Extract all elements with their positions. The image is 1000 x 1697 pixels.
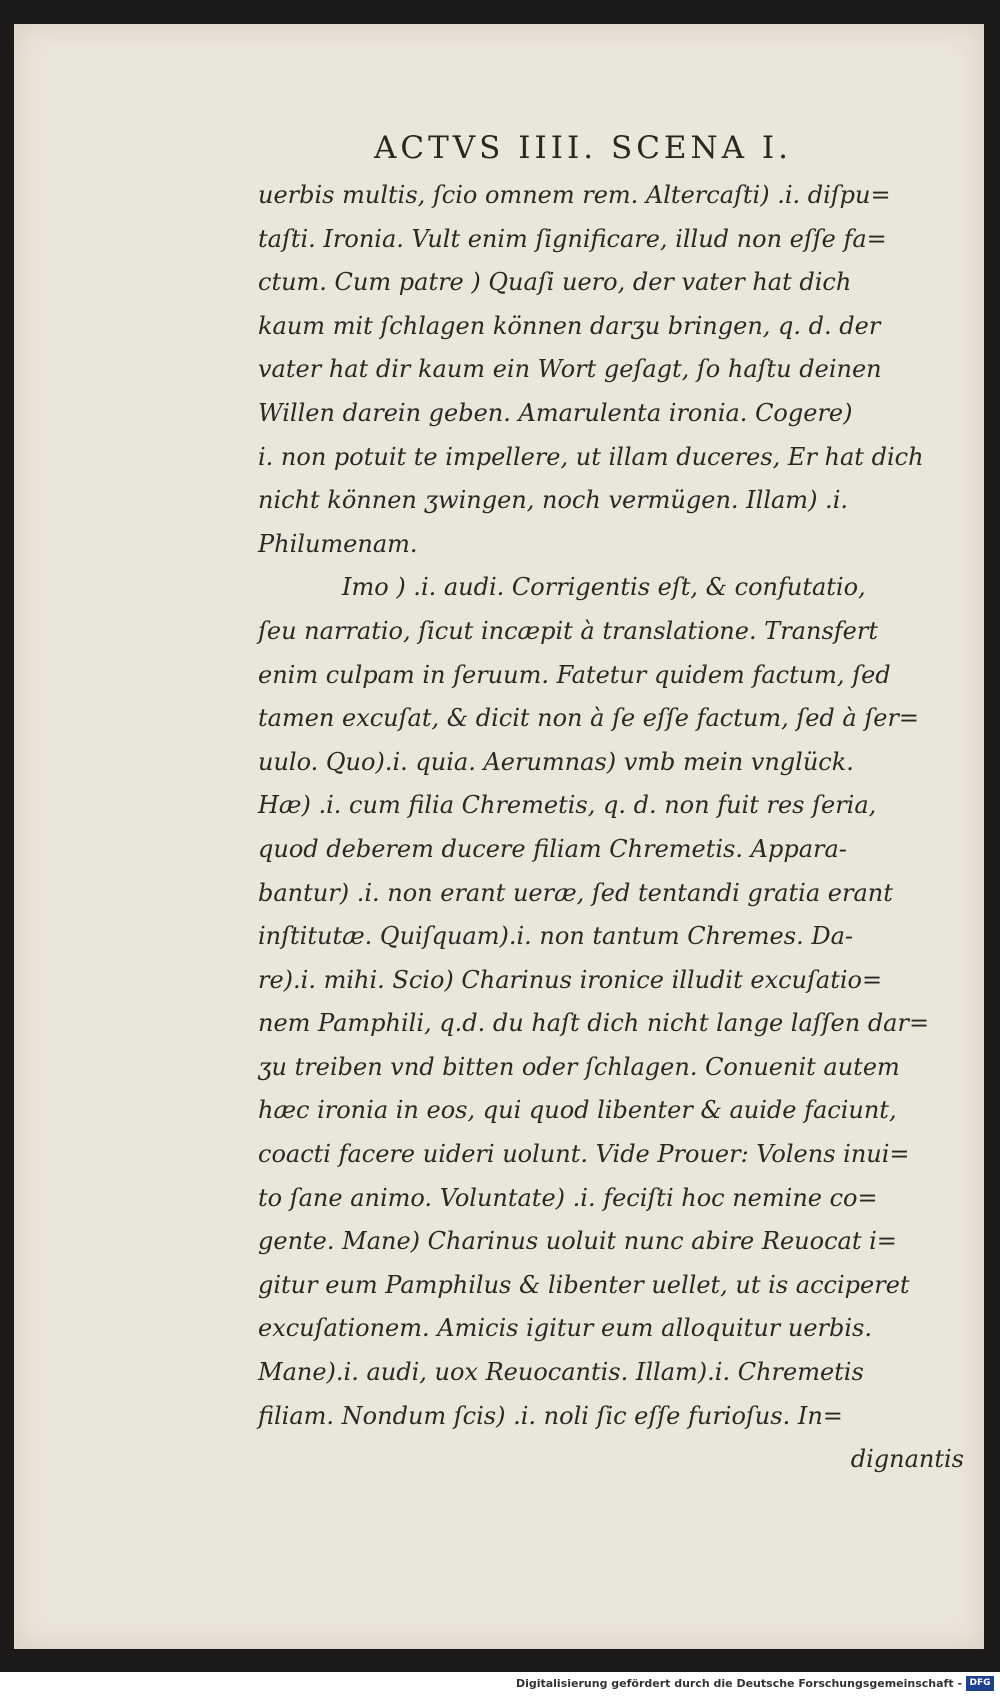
text-line: filiam. Nondum ſcis) .i. noli ſic eſſe furioſus. In= [258,1401,843,1430]
text-line: Mane).i. audi, uox Reuocantis. Illam).i. Chremetis [258,1358,864,1387]
paragraph-start-line: Imo ) .i. audi. Corrigentis eſt, & confutatio, [342,573,866,602]
text-line: kaum mit ſchlagen können darʒu bringen, q. d. der [258,311,881,340]
running-head: ACTVS IIII. SCENA I. [374,130,793,166]
text-line: quod deberem ducere filiam Chremetis. Appara- [258,834,847,863]
text-line: gente. Mane) Charinus uoluit nunc abire Reuocat i= [258,1227,897,1256]
text-line: vater hat dir kaum ein Wort geſagt, ſo haſtu deinen [258,355,882,384]
text-line: hæc ironia in eos, qui quod libenter & auide faciunt, [258,1096,897,1125]
catchword: dignantis [850,1445,964,1474]
dfg-logo-icon: DFG [966,1676,994,1691]
text-line: to ſane animo. Voluntate) .i. feciſti hoc nemine co= [258,1183,878,1212]
funding-credit: Digitalisierung gefördert durch die Deutsche Forschungsgemeinschaft - [515,1677,962,1690]
commentary-text [258,174,964,1482]
text-line: Hæ) .i. cum filia Chremetis, q. d. non fuit res ſeria, [258,791,877,820]
text-line: Philumenam. [258,529,418,558]
footer-bar [0,1672,1000,1697]
text-line: inſtitutæ. Quiſquam).i. non tantum Chremes. Da- [258,922,853,951]
text-line: gitur eum Pamphilus & libenter uellet, ut is acciperet [258,1270,910,1299]
text-line: excuſationem. Amicis igitur eum alloquitur uerbis. [258,1314,872,1343]
text-line: i. non potuit te impellere, ut illam duceres, Er hat dich [258,442,924,471]
text-line: ʒu treiben vnd bitten oder ſchlagen. Conuenit autem [258,1052,900,1081]
text-line: taſti. Ironia. Vult enim ſignificare, illud non eſſe fa= [258,224,887,253]
text-line: nem Pamphili, q.d. du haſt dich nicht lange laſſen dar= [258,1009,930,1038]
text-line: bantur) .i. non erant ueræ, ſed tentandi gratia erant [258,878,893,907]
text-line: nicht können ʒwingen, noch vermügen. Illam) .i. [258,486,848,515]
text-line: enim culpam in ſeruum. Fatetur quidem factum, ſed [258,660,891,689]
text-line: coacti facere uideri uolunt. Vide Prouer: Volens inui= [258,1140,910,1169]
text-line: uulo. Quo).i. quia. Aerumnas) vmb mein vnglück. [258,747,854,776]
text-line: re).i. mihi. Scio) Charinus ironice illudit excuſatio= [258,965,883,994]
book-page [14,24,984,1649]
text-line: tamen excuſat, & dicit non à ſe eſſe factum, ſed à ſer= [258,704,920,733]
text-line: Willen darein geben. Amarulenta ironia. Cogere) [258,398,853,427]
text-line: ctum. Cum patre ) Quaſi uero, der vater hat dich [258,268,852,297]
text-line: uerbis multis, ſcio omnem rem. Altercaſti) .i. diſpu= [258,181,891,209]
text-line: ſeu narratio, ſicut incæpit à translatione. Transfert [258,616,878,645]
